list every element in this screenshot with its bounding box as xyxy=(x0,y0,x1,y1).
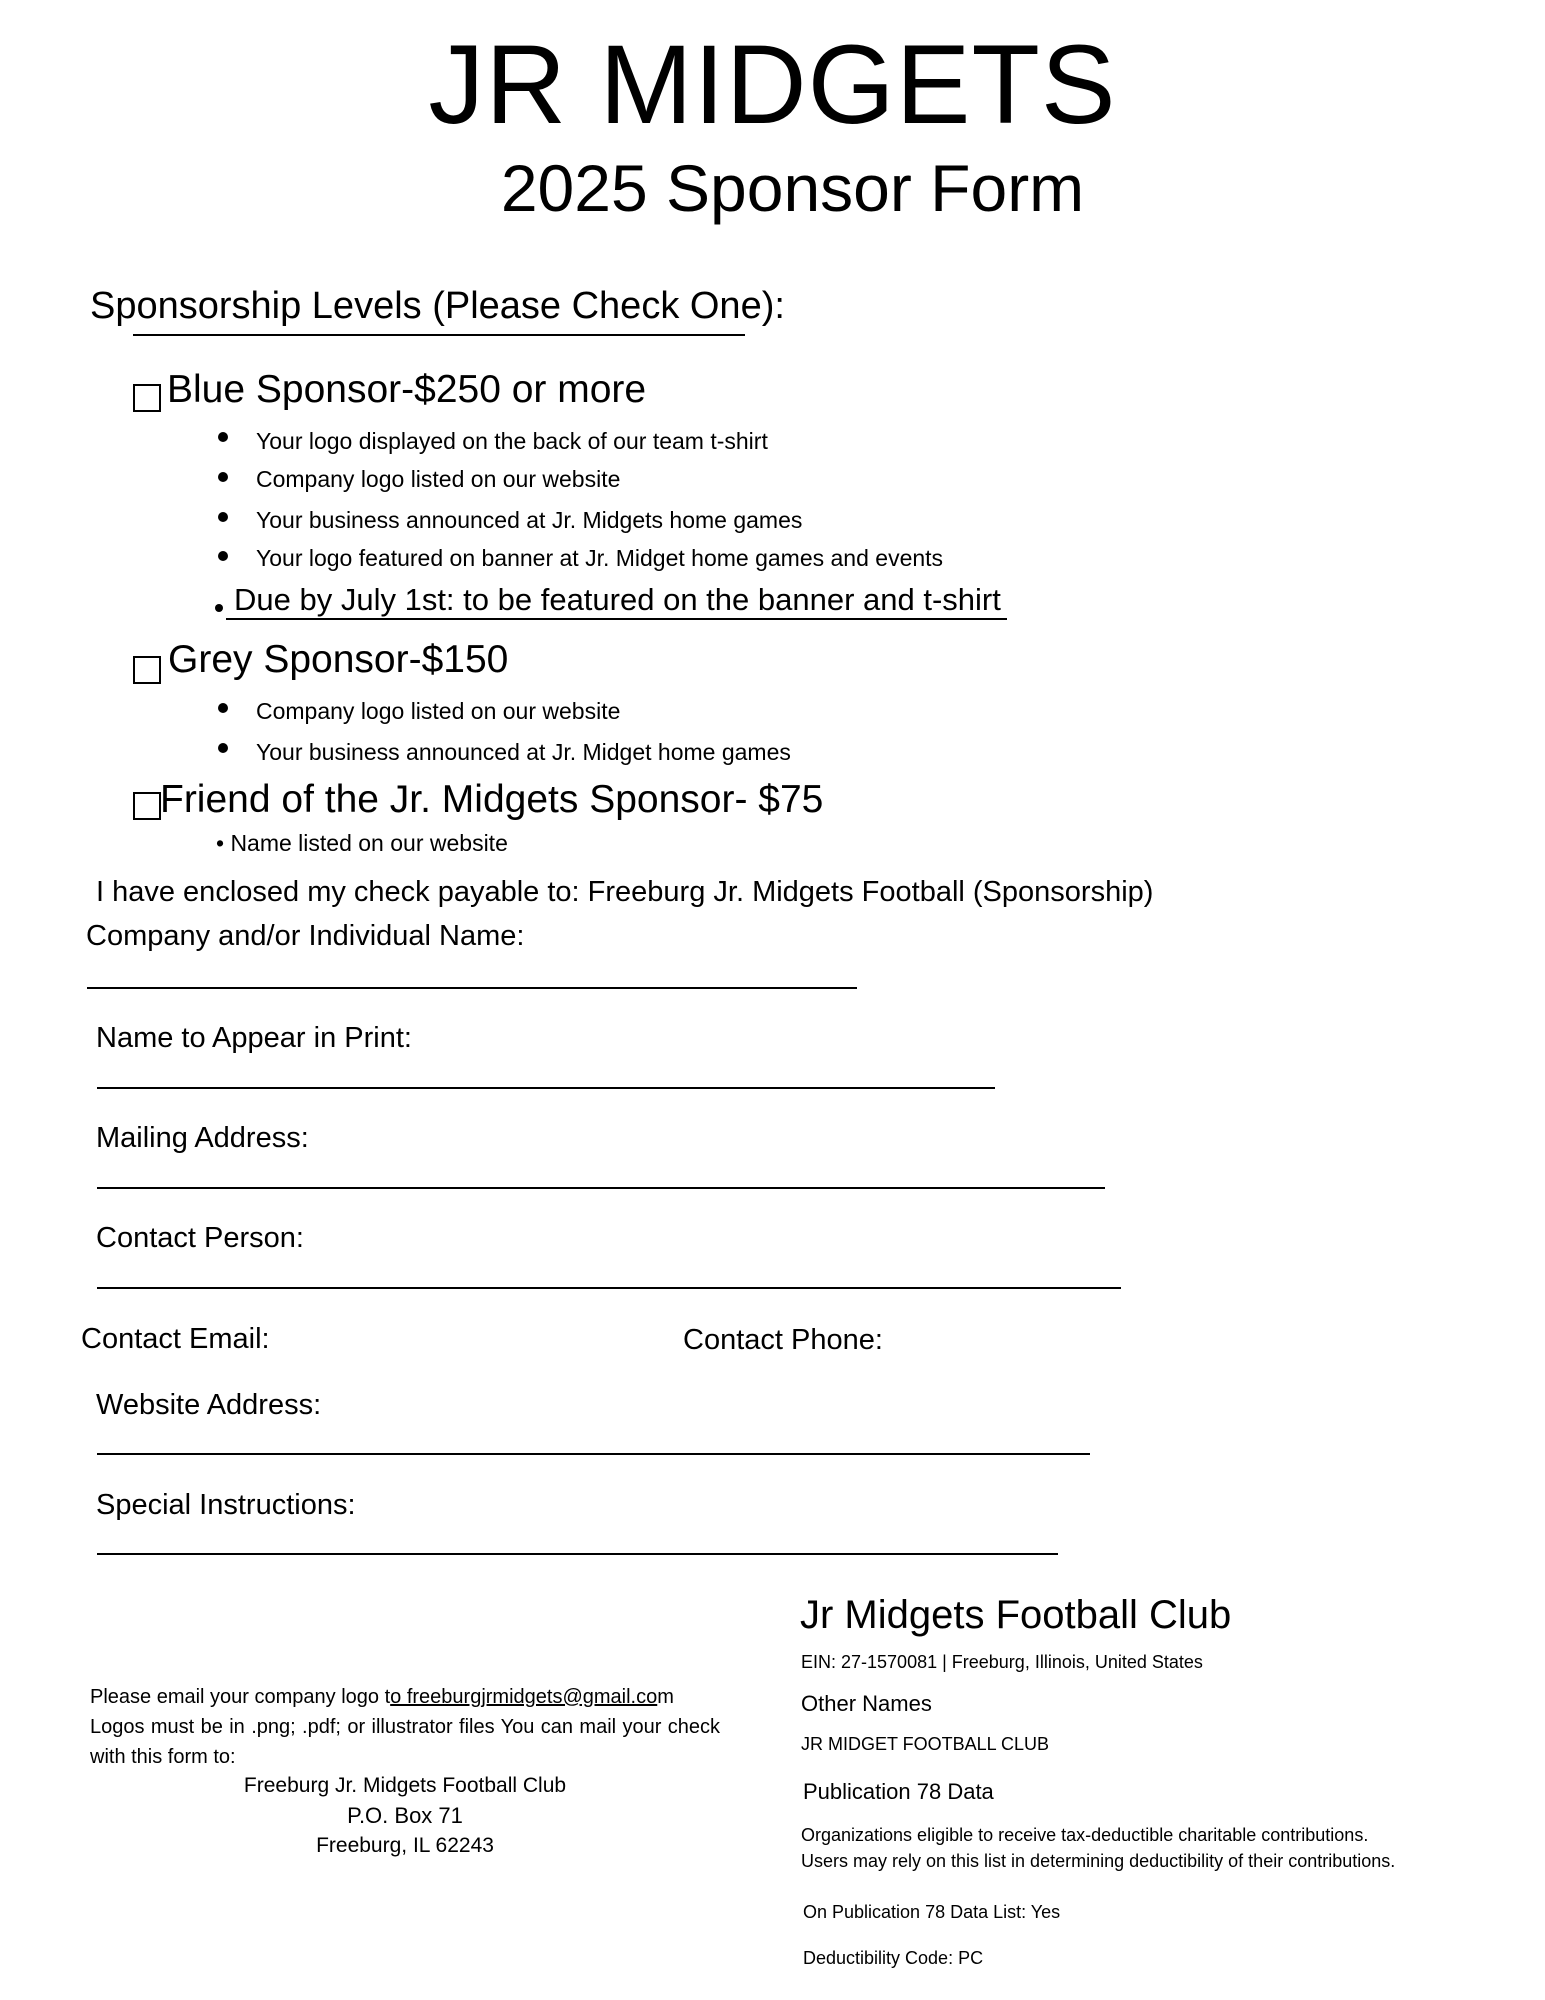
due-note-underline xyxy=(226,618,1007,620)
blue-benefit: Your business announced at Jr. Midgets home games xyxy=(256,507,803,533)
friend-benefit: • Name listed on our website xyxy=(216,830,508,856)
email-prefix: Please email your company logo t xyxy=(90,1686,391,1708)
contact-person-line[interactable] xyxy=(97,1287,1121,1289)
blue-benefit: Your logo displayed on the back of our team t-shirt xyxy=(256,428,768,454)
mailing-address-line[interactable] xyxy=(97,1187,1105,1189)
grey-benefit: Your business announced at Jr. Midget home games xyxy=(256,739,791,765)
print-name-line[interactable] xyxy=(97,1087,995,1089)
bullet-icon xyxy=(215,604,223,612)
special-instructions-label: Special Instructions: xyxy=(96,1489,356,1521)
mail-address-org: Freeburg Jr. Midgets Football Club xyxy=(243,1774,567,1797)
special-instructions-line[interactable] xyxy=(97,1553,1058,1555)
org-ein: EIN: 27-1570081 | Freeburg, Illinois, United States xyxy=(801,1652,1203,1672)
pub78-desc-2: Users may rely on this list in determining deductibility of their contributions. xyxy=(801,1851,1396,1871)
levels-heading: Sponsorship Levels (Please Check One): xyxy=(90,285,785,327)
website-line[interactable] xyxy=(97,1453,1090,1455)
logo-email-line xyxy=(90,1682,720,1712)
bullet-icon xyxy=(218,432,228,442)
grey-sponsor-label: Grey Sponsor-$150 xyxy=(168,638,509,681)
grey-benefit: Company logo listed on our website xyxy=(256,698,621,724)
form-title: JR MIDGETS xyxy=(428,22,1117,147)
levels-heading-underline xyxy=(133,334,745,336)
blue-due-note: Due by July 1st: to be featured on the banner and t-shirt xyxy=(234,582,1001,617)
blue-sponsor-checkbox[interactable] xyxy=(133,384,161,412)
grey-sponsor-checkbox[interactable] xyxy=(133,656,161,684)
company-name-line[interactable] xyxy=(87,987,857,989)
contact-phone-label: Contact Phone: xyxy=(683,1324,883,1356)
bullet-icon xyxy=(218,703,228,713)
form-subtitle: 2025 Sponsor Form xyxy=(500,151,1085,225)
email-suffix: m xyxy=(657,1686,674,1708)
logo-email-link[interactable]: o freeburgjrmidgets@gmail.co xyxy=(390,1686,658,1708)
blue-benefit: Company logo listed on our website xyxy=(256,466,621,492)
mailing-address-label: Mailing Address: xyxy=(96,1122,309,1154)
mail-address-po: P.O. Box 71 xyxy=(347,1803,463,1828)
pub78-desc-1: Organizations eligible to receive tax-deductible charitable contributions. xyxy=(801,1825,1369,1845)
bullet-icon xyxy=(218,743,228,753)
bullet-icon xyxy=(218,472,228,482)
blue-benefit: Your logo featured on banner at Jr. Midget home games and events xyxy=(256,545,944,571)
bullet-icon xyxy=(218,512,228,522)
print-name-label: Name to Appear in Print: xyxy=(96,1022,412,1054)
contact-person-label: Contact Person: xyxy=(96,1222,304,1254)
bullet-icon xyxy=(218,551,228,561)
friend-sponsor-checkbox[interactable] xyxy=(133,792,161,820)
mail-address-city: Freeburg, IL 62243 xyxy=(316,1834,494,1857)
contact-email-label: Contact Email: xyxy=(81,1323,270,1355)
logo-format-instructions: Logos must be in .png; .pdf; or illustrator files You can mail your check with this form to: xyxy=(90,1716,720,1768)
org-name: Jr Midgets Football Club xyxy=(800,1593,1232,1637)
payment-note: I have enclosed my check payable to: Freeburg Jr. Midgets Football (Sponsorship) xyxy=(96,876,1154,908)
website-label: Website Address: xyxy=(96,1389,322,1421)
deductibility-code: Deductibility Code: PC xyxy=(803,1948,984,1968)
company-name-label: Company and/or Individual Name: xyxy=(86,920,525,952)
pub78-on-list: On Publication 78 Data List: Yes xyxy=(803,1902,1061,1922)
other-name: JR MIDGET FOOTBALL CLUB xyxy=(801,1734,1050,1754)
other-names-label: Other Names xyxy=(801,1691,932,1716)
friend-sponsor-label: Friend of the Jr. Midgets Sponsor- $75 xyxy=(160,778,824,821)
blue-sponsor-label: Blue Sponsor-$250 or more xyxy=(167,368,647,411)
pub78-label: Publication 78 Data xyxy=(803,1779,994,1804)
